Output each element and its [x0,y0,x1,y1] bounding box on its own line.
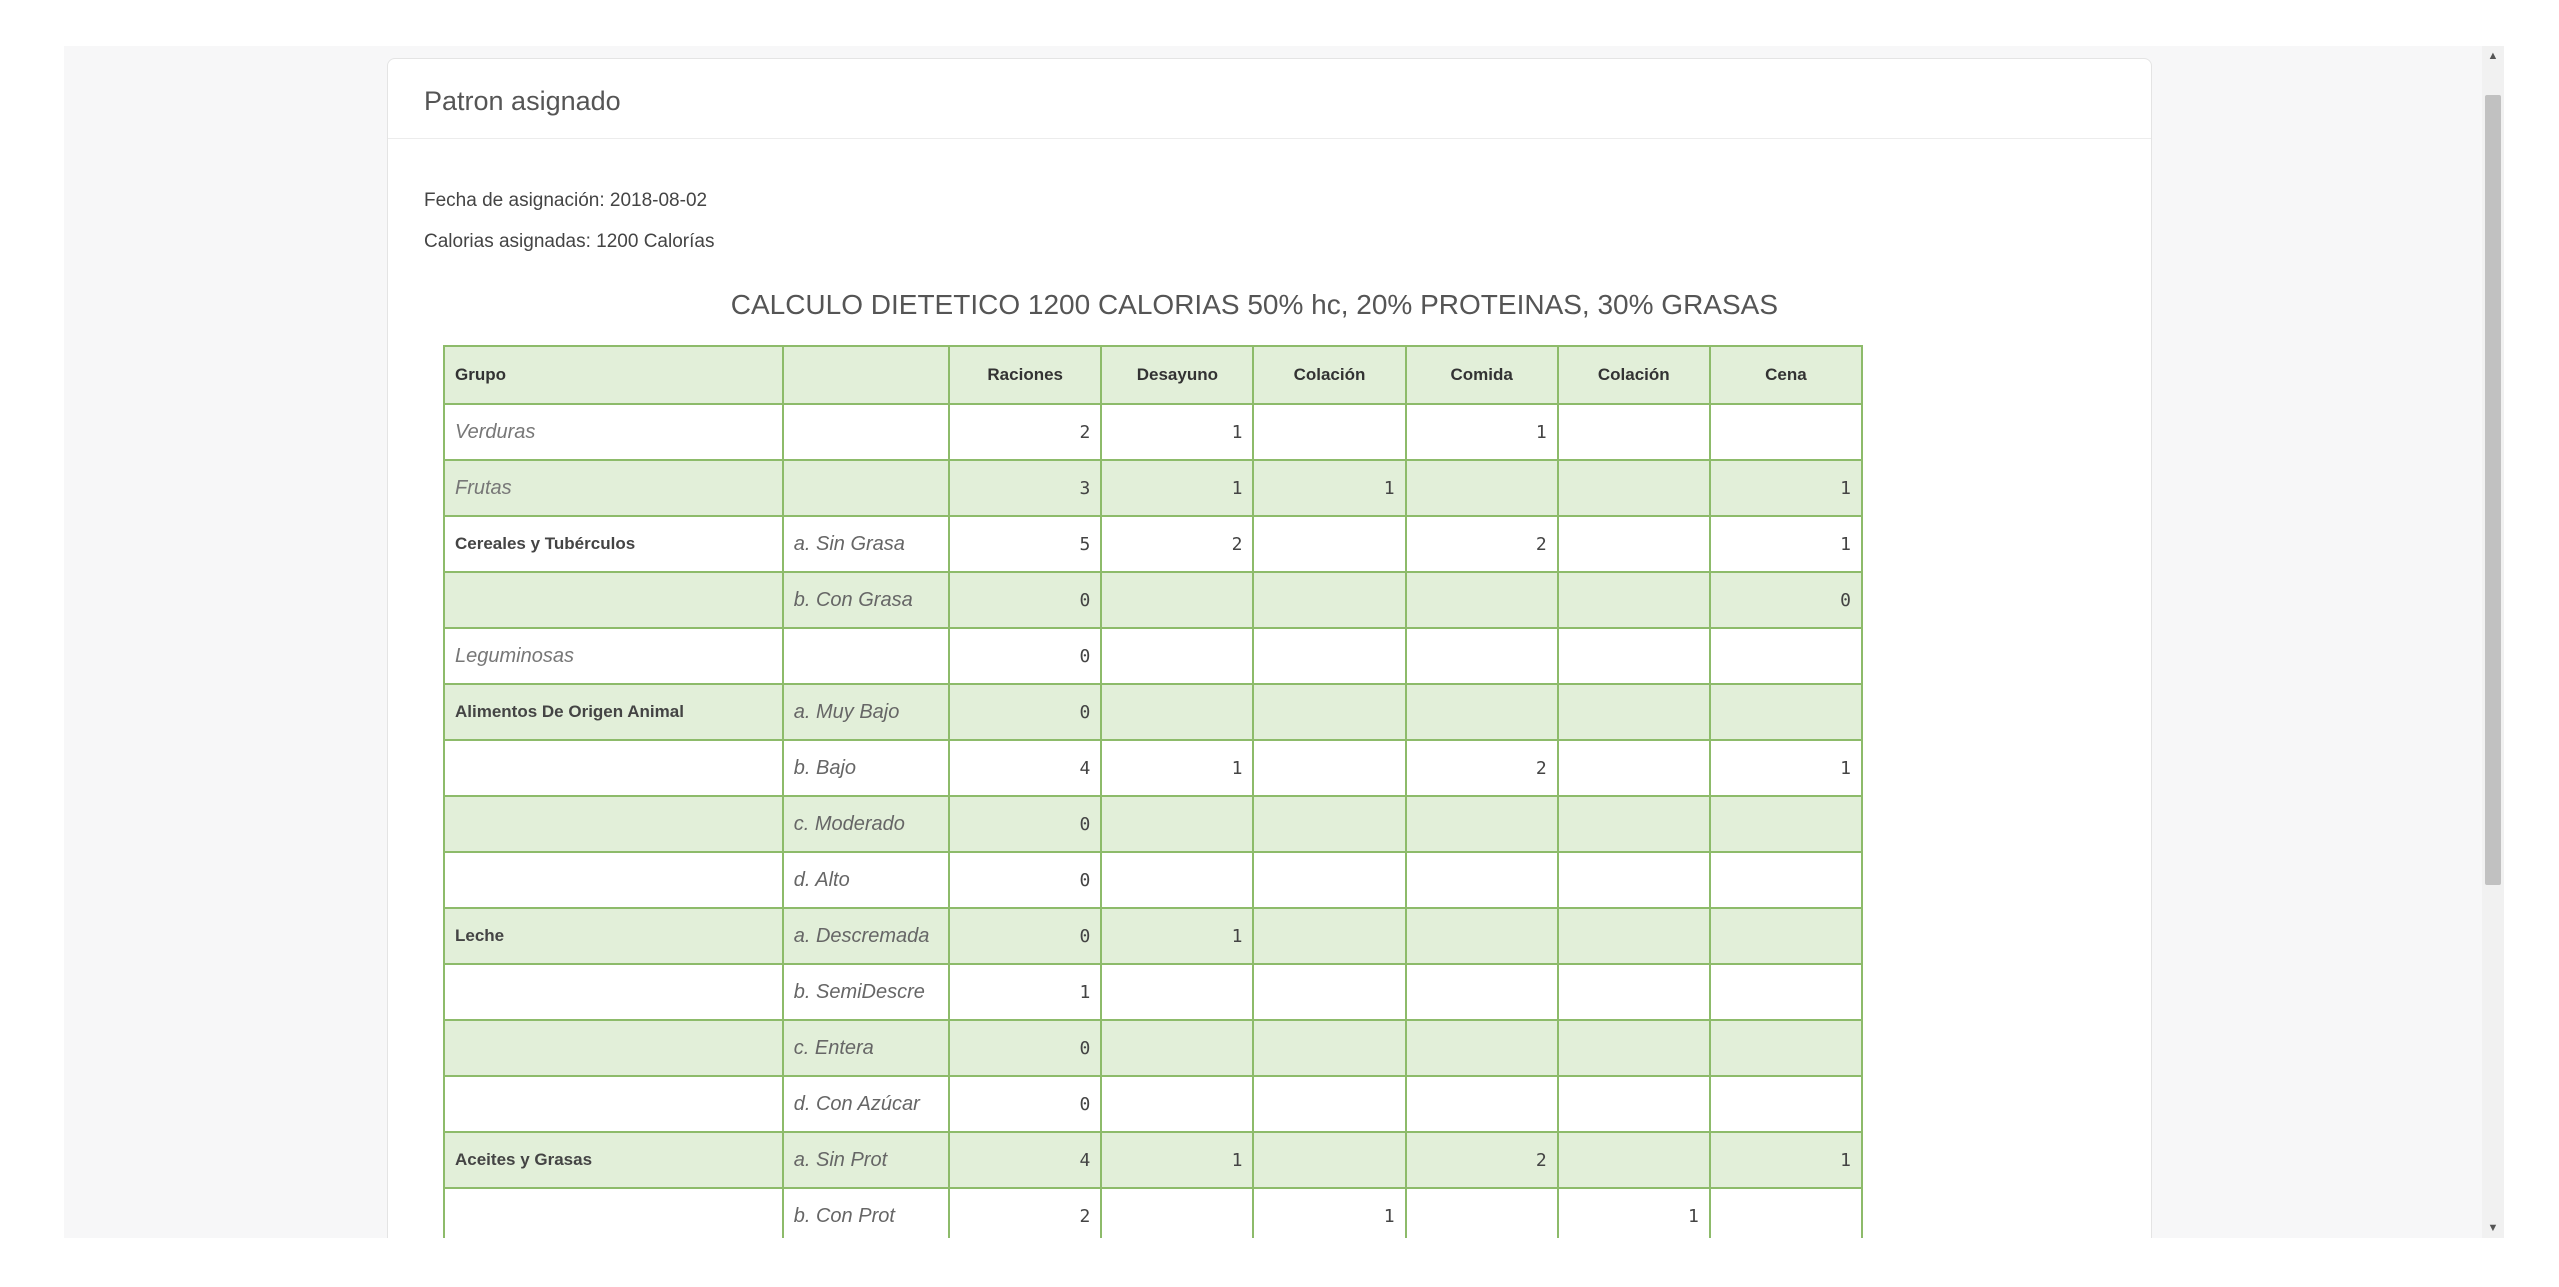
header-desayuno: Desayuno [1101,346,1253,404]
cell-colacion2 [1558,684,1710,740]
patron-card [387,58,2152,1238]
cell-comida [1406,1076,1558,1132]
cell-grupo [444,1076,783,1132]
table-row [444,908,1862,964]
cell-cena [1710,908,1862,964]
cell-raciones: 1 [949,964,1101,1020]
cell-comida: 2 [1406,1132,1558,1188]
cell-desayuno: 2 [1101,516,1253,572]
fecha-asignacion: Fecha de asignación: 2018-08-02 [424,190,708,211]
cell-colacion1 [1253,684,1405,740]
cell-desayuno [1101,1020,1253,1076]
table-row [444,516,1862,572]
scroll-down-icon[interactable]: ▼ [2487,1222,2499,1234]
table-row [444,404,1862,460]
cell-raciones: 2 [949,1188,1101,1238]
cell-subgrupo [783,460,949,516]
vertical-scrollbar[interactable] [2482,46,2504,1238]
cell-subgrupo: b. Bajo [783,740,949,796]
cell-raciones: 0 [949,572,1101,628]
header-grupo: Grupo [444,346,783,404]
cell-raciones: 4 [949,1132,1101,1188]
cell-subgrupo: a. Sin Grasa [783,516,949,572]
calculo-title-text: CALCULO DIETETICO 1200 CALORIAS 50% hc, 20% PROTEINAS, 30% GRASAS [730,289,1778,320]
scroll-up-icon[interactable]: ▲ [2487,50,2499,62]
cell-desayuno [1101,852,1253,908]
cell-colacion1 [1253,908,1405,964]
cell-colacion1 [1253,1020,1405,1076]
cell-subgrupo: b. SemiDescre [783,964,949,1020]
table-row [444,852,1862,908]
cell-desayuno: 1 [1101,460,1253,516]
cell-colacion2 [1558,964,1710,1020]
cell-grupo [444,1020,783,1076]
cell-comida [1406,964,1558,1020]
table-row [444,460,1862,516]
cell-cena [1710,1076,1862,1132]
cell-colacion2 [1558,460,1710,516]
cell-raciones: 2 [949,404,1101,460]
calculo-title [388,289,1778,321]
header-colacion-2: Colación [1558,346,1710,404]
cell-comida: 2 [1406,516,1558,572]
cell-colacion2: 1 [1558,1188,1710,1238]
cell-grupo: Leguminosas [444,628,783,684]
cell-raciones: 0 [949,1076,1101,1132]
table-row [444,796,1862,852]
cell-grupo: Aceites y Grasas [444,1132,783,1188]
cell-grupo [444,740,783,796]
cell-grupo: Cereales y Tubérculos [444,516,783,572]
cell-colacion1 [1253,852,1405,908]
header-colacion-1: Colación [1253,346,1405,404]
cell-subgrupo: a. Descremada [783,908,949,964]
cell-raciones: 0 [949,852,1101,908]
cell-comida [1406,1188,1558,1238]
cell-comida [1406,852,1558,908]
cell-cena [1710,628,1862,684]
cell-colacion1 [1253,1076,1405,1132]
cell-raciones: 0 [949,628,1101,684]
cell-colacion2 [1558,628,1710,684]
cell-colacion1 [1253,740,1405,796]
cell-raciones: 0 [949,684,1101,740]
cell-comida [1406,908,1558,964]
cell-colacion1 [1253,796,1405,852]
cell-cena [1710,1020,1862,1076]
cell-cena [1710,404,1862,460]
header-raciones: Raciones [949,346,1101,404]
cell-colacion2 [1558,1020,1710,1076]
table-row [444,1020,1862,1076]
cell-colacion2 [1558,1132,1710,1188]
cell-colacion2 [1558,796,1710,852]
cell-raciones: 4 [949,740,1101,796]
cell-colacion1: 1 [1253,460,1405,516]
cell-cena: 1 [1710,740,1862,796]
cell-colacion2 [1558,404,1710,460]
calorias-asignadas: Calorias asignadas: 1200 Calorías [424,231,715,252]
table-row [444,1188,1862,1238]
cell-comida [1406,796,1558,852]
cell-colacion2 [1558,740,1710,796]
cell-cena: 0 [1710,572,1862,628]
table-row [444,1076,1862,1132]
cell-colacion1 [1253,1132,1405,1188]
cell-grupo [444,796,783,852]
cell-cena: 1 [1710,1132,1862,1188]
cell-cena: 1 [1710,460,1862,516]
cell-colacion2 [1558,908,1710,964]
table-row [444,572,1862,628]
cell-colacion1: 1 [1253,1188,1405,1238]
cell-comida [1406,1020,1558,1076]
header-comida: Comida [1406,346,1558,404]
cell-comida [1406,684,1558,740]
cell-comida: 1 [1406,404,1558,460]
cell-subgrupo: b. Con Prot [783,1188,949,1238]
cell-subgrupo: c. Entera [783,1020,949,1076]
cell-raciones: 0 [949,1020,1101,1076]
cell-cena [1710,684,1862,740]
cell-cena [1710,964,1862,1020]
cell-comida [1406,628,1558,684]
cell-comida [1406,460,1558,516]
cell-cena [1710,796,1862,852]
cell-desayuno: 1 [1101,908,1253,964]
cell-desayuno: 1 [1101,740,1253,796]
cell-desayuno [1101,964,1253,1020]
table-body [444,404,1862,1238]
cell-colacion2 [1558,852,1710,908]
cell-subgrupo: a. Sin Prot [783,1132,949,1188]
cell-desayuno: 1 [1101,1132,1253,1188]
cell-raciones: 0 [949,908,1101,964]
header-sub [783,346,949,404]
cell-subgrupo: b. Con Grasa [783,572,949,628]
table-row [444,964,1862,1020]
cell-colacion1 [1253,516,1405,572]
cell-cena [1710,1188,1862,1238]
cell-desayuno [1101,1188,1253,1238]
table-header-row [444,346,1862,404]
cell-subgrupo: a. Muy Bajo [783,684,949,740]
cell-grupo: Frutas [444,460,783,516]
cell-colacion2 [1558,516,1710,572]
cell-colacion1 [1253,572,1405,628]
cell-grupo: Alimentos De Origen Animal [444,684,783,740]
table-row [444,1132,1862,1188]
cell-desayuno [1101,628,1253,684]
cell-raciones: 5 [949,516,1101,572]
cell-desayuno [1101,572,1253,628]
cell-subgrupo [783,628,949,684]
cell-grupo [444,1188,783,1238]
cell-raciones: 0 [949,796,1101,852]
cell-subgrupo: d. Con Azúcar [783,1076,949,1132]
table-row [444,684,1862,740]
cell-colacion2 [1558,1076,1710,1132]
table-row [444,740,1862,796]
scroll-thumb[interactable] [2485,95,2501,885]
cell-desayuno: 1 [1101,404,1253,460]
header-cena: Cena [1710,346,1862,404]
cell-grupo [444,964,783,1020]
cell-colacion1 [1253,404,1405,460]
cell-desayuno [1101,796,1253,852]
cell-grupo [444,572,783,628]
cell-subgrupo: d. Alto [783,852,949,908]
cell-comida: 2 [1406,740,1558,796]
diet-table [443,345,1863,1238]
cell-grupo: Leche [444,908,783,964]
cell-subgrupo: c. Moderado [783,796,949,852]
cell-cena [1710,852,1862,908]
page-viewport [64,46,2504,1238]
cell-colacion1 [1253,964,1405,1020]
cell-raciones: 3 [949,460,1101,516]
cell-colacion2 [1558,572,1710,628]
cell-colacion1 [1253,628,1405,684]
cell-grupo: Verduras [444,404,783,460]
card-title: Patron asignado [388,59,2151,139]
table-row [444,628,1862,684]
cell-grupo [444,852,783,908]
cell-desayuno [1101,684,1253,740]
cell-comida [1406,572,1558,628]
cell-subgrupo [783,404,949,460]
cell-desayuno [1101,1076,1253,1132]
cell-cena: 1 [1710,516,1862,572]
